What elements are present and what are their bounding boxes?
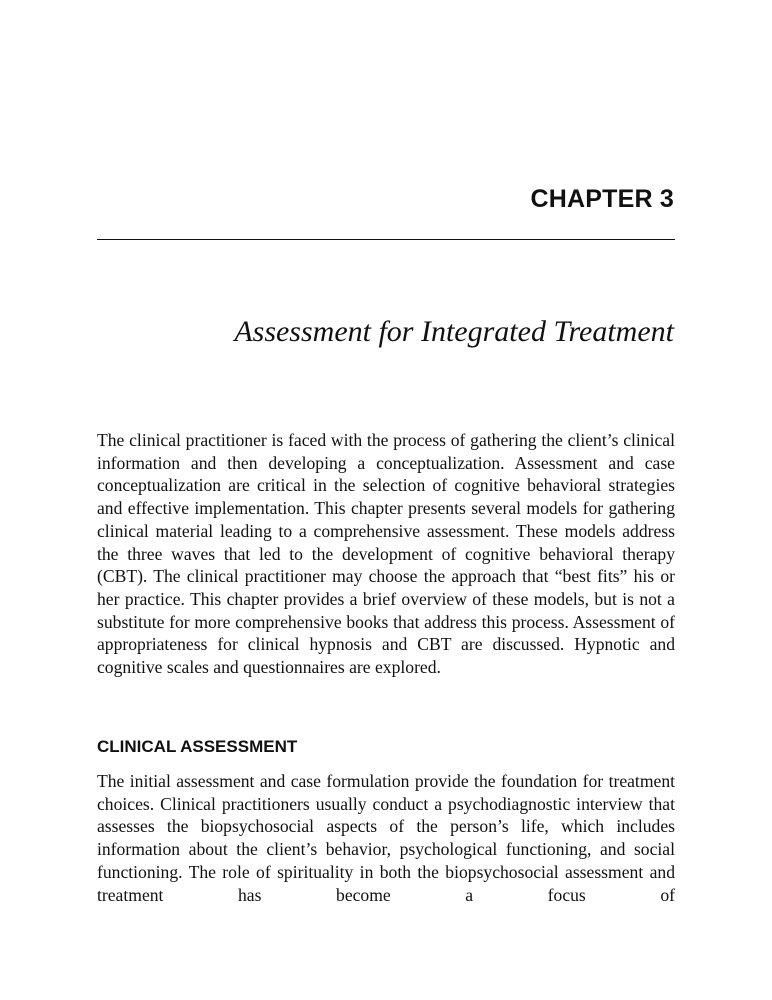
section-paragraph: The initial assessment and case formulation provide the foundation for treatment choices. Clinical practitioners usually conduct a psychodiagnostic interview that assesses the biopsychosocial aspects of the person’s life, which includes information about the client’s behavior, psychological functioning, and social functioning. The role of spirituality in both the biopsychosocial assessment and treatment has become a focus of [97, 771, 675, 905]
intro-paragraph: The clinical practitioner is faced with the process of gathering the client’s clinical information and then developing a conceptualization. Assessment and case conceptualization are critical in the selection of cognitive behavioral strategies and effective implementation. This chapter presents several models for gathering clinical material leading to a comprehensive assessment. These models address the three waves that led to the development of cognitive behavioral therapy (CBT). The clinical practitioner may choose the approach that “best fits” his or her practice. This chapter provides a brief overview of these models, but is not a substitute for more comprehensive books that address this process. Assessment of appropriateness for clinical hypnosis and CBT are discussed. Hypnotic and cognitive scales and questionnaires are explored. [97, 430, 675, 678]
chapter-number: CHAPTER 3 [530, 185, 674, 213]
chapter-divider-rule [97, 239, 675, 240]
section-heading: CLINICAL ASSESSMENT [97, 737, 298, 756]
chapter-title: Assessment for Integrated Treatment [234, 315, 674, 348]
